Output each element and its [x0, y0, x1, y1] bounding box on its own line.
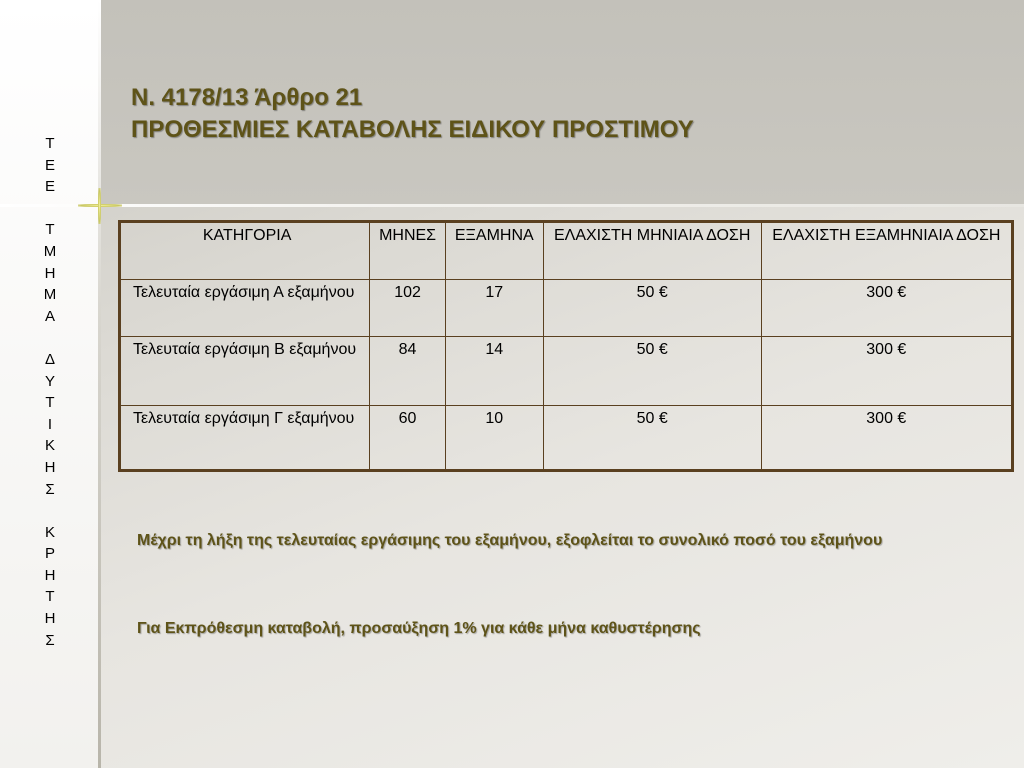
header-category: ΚΑΤΗΓΟΡΙΑ: [120, 222, 370, 280]
sidebar-letter: Κ: [44, 523, 55, 541]
cell-min-semester: 300 €: [761, 406, 1012, 471]
sidebar-letter: Η: [44, 610, 56, 628]
sidebar-letter: Τ: [45, 394, 55, 412]
title-line-law: Ν. 4178/13 Άρθρο 21: [131, 84, 363, 111]
sidebar-letter: Κ: [44, 437, 55, 455]
slide-title: [131, 82, 694, 146]
sidebar-letter-gap: [0, 198, 100, 220]
sidebar-letter: Ι: [47, 415, 53, 433]
cell-semesters: 14: [445, 337, 543, 406]
cell-months: 84: [370, 337, 446, 406]
sidebar-letter-gap: [0, 327, 100, 349]
table-row: [120, 280, 1013, 337]
cell-category: Τελευταία εργάσιμη Α εξαμήνου: [120, 280, 370, 337]
cell-semesters: 10: [445, 406, 543, 471]
sidebar-letter: Η: [44, 566, 56, 584]
cell-min-monthly: 50 €: [543, 280, 761, 337]
table-row: [120, 337, 1013, 406]
header-min-semester: ΕΛΑΧΙΣΤΗ ΕΞΑΜΗΝΙΑΙΑ ΔΟΣΗ: [761, 222, 1012, 280]
cell-category: Τελευταία εργάσιμη Γ εξαμήνου: [120, 406, 370, 471]
sidebar-letter: Σ: [45, 480, 55, 498]
sidebar-letter: Η: [44, 458, 56, 476]
cell-min-semester: 300 €: [761, 337, 1012, 406]
header-months: ΜΗΝΕΣ: [370, 222, 446, 280]
cell-min-semester: 300 €: [761, 280, 1012, 337]
sidebar-letter: Τ: [45, 135, 55, 152]
sidebar-letter: Μ: [43, 242, 57, 260]
sidebar-letter: Τ: [45, 221, 55, 239]
cell-min-monthly: 50 €: [543, 406, 761, 471]
header-semesters: ΕΞΑΜΗΝΑ: [445, 222, 543, 280]
vertical-department-label: [0, 133, 100, 651]
sidebar-letter-gap: [0, 500, 100, 522]
cell-months: 102: [370, 280, 446, 337]
cell-category: Τελευταία εργάσιμη Β εξαμήνου: [120, 337, 370, 406]
sidebar-letter: Η: [44, 264, 56, 282]
sidebar-letter: Ρ: [44, 545, 55, 563]
divider-horizontal: [0, 204, 1024, 207]
header-min-monthly: ΕΛΑΧΙΣΤΗ ΜΗΝΙΑΙΑ ΔΟΣΗ: [543, 222, 761, 280]
title-line-heading: ΠΡΟΘΕΣΜΙΕΣ ΚΑΤΑΒΟΛΗΣ ΕΙΔΙΚΟΥ ΠΡΟΣΤΙΜΟΥ: [131, 116, 694, 143]
cell-min-monthly: 50 €: [543, 337, 761, 406]
cell-semesters: 17: [445, 280, 543, 337]
sidebar-letter: Σ: [45, 631, 55, 649]
note-late-surcharge: Για Εκπρόθεσμη καταβολή, προσαύξηση 1% για κάθε μήνα καθυστέρησης: [137, 620, 701, 637]
sidebar-letter: Α: [44, 307, 55, 325]
note-full-payment: Μέχρι τη λήξη της τελευταίας εργάσιμης του εξαμήνου, εξοφλείται το συνολικό ποσό του εξαμήνου: [137, 532, 883, 549]
table-header-row: [120, 222, 1013, 280]
sidebar-letter: Δ: [44, 350, 56, 368]
cell-months: 60: [370, 406, 446, 471]
sidebar-letter: Τ: [45, 588, 55, 606]
sidebar-letter: Υ: [44, 372, 55, 390]
table-row: [120, 406, 1013, 471]
sidebar-letter: Ε: [44, 178, 55, 196]
sidebar-letter: Ε: [44, 156, 55, 174]
sidebar-letter: Μ: [43, 286, 57, 304]
deadlines-table: [118, 220, 1014, 472]
